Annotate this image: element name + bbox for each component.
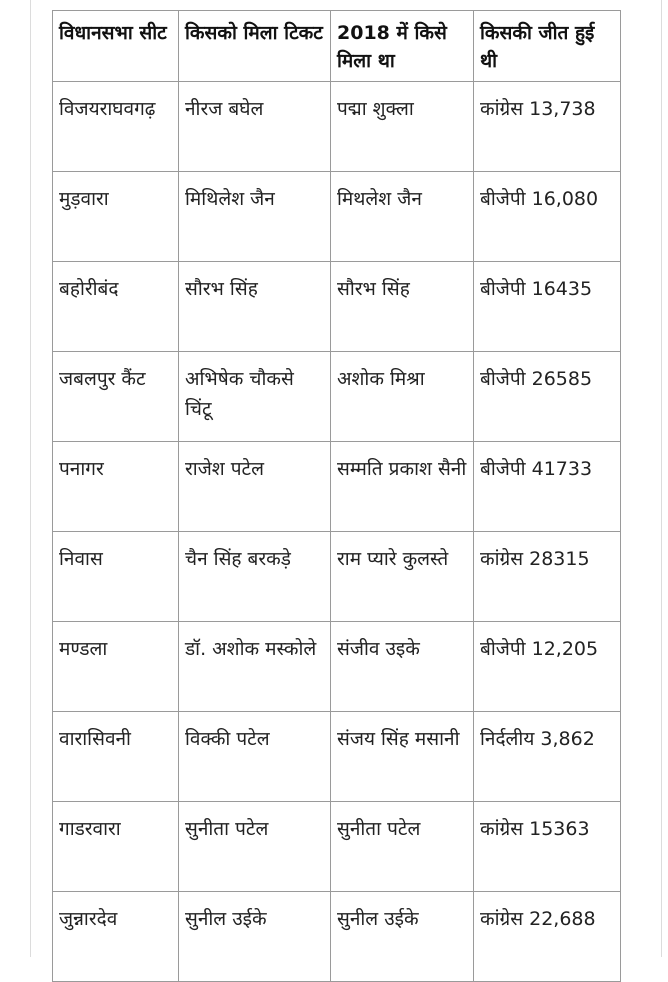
cell-2018-candidate: पद्मा शुक्ला <box>331 82 474 172</box>
header-row <box>53 11 621 82</box>
cell-ticket-given-to: मिथिलेश जैन <box>179 172 331 262</box>
table-row <box>53 172 621 262</box>
table-row <box>53 802 621 892</box>
cell-ticket-given-to: राजेश पटेल <box>179 442 331 532</box>
cell-2018-winner: कांग्रेस 28315 <box>474 532 621 622</box>
cell-constituency: बहोरीबंद <box>53 262 179 352</box>
cell-constituency: विजयराघवगढ़ <box>53 82 179 172</box>
cell-ticket-given-to: सुनीता पटेल <box>179 802 331 892</box>
cell-2018-candidate: सुनीता पटेल <box>331 802 474 892</box>
cell-2018-winner: बीजेपी 16,080 <box>474 172 621 262</box>
cell-constituency: गाडरवारा <box>53 802 179 892</box>
cell-ticket-given-to: विक्की पटेल <box>179 712 331 802</box>
header-2018-winner: किसकी जीत हुई थी <box>474 11 621 82</box>
table-row <box>53 712 621 802</box>
cell-ticket-given-to: नीरज बघेल <box>179 82 331 172</box>
cell-2018-winner: बीजेपी 16435 <box>474 262 621 352</box>
cell-2018-winner: बीजेपी 26585 <box>474 352 621 442</box>
cell-ticket-given-to: चैन सिंह बरकड़े <box>179 532 331 622</box>
cell-constituency: जबलपुर कैंट <box>53 352 179 442</box>
cell-2018-candidate: संजीव उइके <box>331 622 474 712</box>
cell-2018-candidate: संजय सिंह मसानी <box>331 712 474 802</box>
cell-constituency: निवास <box>53 532 179 622</box>
table-row <box>53 892 621 982</box>
cell-constituency: पनागर <box>53 442 179 532</box>
cell-constituency: वारासिवनी <box>53 712 179 802</box>
cell-2018-winner: कांग्रेस 22,688 <box>474 892 621 982</box>
cell-2018-candidate: अशोक मिश्रा <box>331 352 474 442</box>
table-row <box>53 262 621 352</box>
cell-2018-winner: निर्दलीय 3,862 <box>474 712 621 802</box>
cell-2018-winner: बीजेपी 41733 <box>474 442 621 532</box>
cell-ticket-given-to: अभिषेक चौकसे चिंटू <box>179 352 331 442</box>
cell-constituency: मण्डला <box>53 622 179 712</box>
table-row <box>53 82 621 172</box>
cell-2018-candidate: सौरभ सिंह <box>331 262 474 352</box>
cell-2018-candidate: सुनील उईके <box>331 892 474 982</box>
table-row <box>53 622 621 712</box>
cell-constituency: जुन्नारदेव <box>53 892 179 982</box>
cell-2018-winner: कांग्रेस 13,738 <box>474 82 621 172</box>
cell-2018-candidate: मिथलेश जैन <box>331 172 474 262</box>
table-row <box>53 532 621 622</box>
cell-2018-candidate: सम्मति प्रकाश सैनी <box>331 442 474 532</box>
header-ticket-given-to: किसको मिला टिकट <box>179 11 331 82</box>
cell-2018-winner: कांग्रेस 15363 <box>474 802 621 892</box>
cell-2018-winner: बीजेपी 12,205 <box>474 622 621 712</box>
header-2018-candidate: 2018 में किसे मिला था <box>331 11 474 82</box>
header-constituency: विधानसभा सीट <box>53 11 179 82</box>
election-candidates-table <box>52 10 621 982</box>
table-row <box>53 442 621 532</box>
cell-constituency: मुड़वारा <box>53 172 179 262</box>
cell-ticket-given-to: सौरभ सिंह <box>179 262 331 352</box>
cell-ticket-given-to: डॉ. अशोक मस्कोले <box>179 622 331 712</box>
table-row <box>53 352 621 442</box>
cell-2018-candidate: राम प्यारे कुलस्ते <box>331 532 474 622</box>
cell-ticket-given-to: सुनील उईके <box>179 892 331 982</box>
